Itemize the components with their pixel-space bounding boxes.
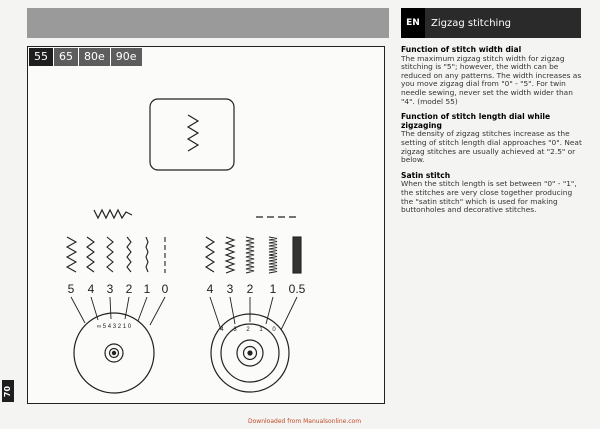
section-title: Zigzag stitching: [431, 17, 512, 29]
page-number: 70: [2, 380, 14, 402]
length-dial-scale: 4 3 2 1 0: [220, 327, 280, 333]
window-zigzag-icon: [188, 115, 198, 151]
stitch-column-icon: [146, 237, 148, 272]
section-heading: Satin stitch: [401, 170, 451, 180]
stitch-column-icon: [107, 237, 113, 272]
section-header: [401, 8, 581, 38]
satin-stitch-icon: [293, 237, 301, 273]
stitch-figure: [27, 46, 385, 404]
section-body: When the stitch length is set between "0" - "1", the stitches are very close together producing the "satin stitch" which is used for making buttonholes and decorative stitches.: [401, 179, 577, 215]
stitch-column-icon: [87, 237, 94, 272]
width-label: 0: [161, 282, 169, 296]
instructions-column: [401, 46, 586, 222]
model-tab: 90e: [115, 50, 137, 63]
section-body: The maximum zigzag stitch width for zigzag stitching is "5"; however, the width can be reduced on any patterns. The width increases as you move zigzag dial from "0" - "5". For twin needle sewing, never set the width wider than "4". (model 55): [401, 53, 582, 106]
language-code: EN: [401, 8, 425, 38]
width-label: 3: [106, 282, 114, 296]
stitch-column-icon: [67, 237, 76, 272]
length-label: 3: [226, 282, 234, 296]
stitch-column-icon: [206, 237, 214, 272]
length-label: 4: [206, 282, 214, 296]
stitch-column-icon: [127, 237, 131, 272]
header-band: [27, 8, 389, 38]
section-body: The density of zigzag stitches increase as the setting of stitch length dial approaches "0". Neat zigzag stitches are usually achieved at "2.5" or below.: [401, 129, 582, 165]
stitch-diagram: [28, 47, 384, 403]
stitch-column-icon: [226, 237, 234, 273]
length-label: 1: [269, 282, 277, 296]
width-label: 4: [87, 282, 95, 296]
download-footer: Downloaded from Manualsonline.com: [248, 418, 362, 425]
model-tab: 55: [29, 48, 54, 66]
model-tab: 65: [54, 48, 79, 66]
section-heading: Function of stitch length dial while zigzaging: [401, 112, 551, 130]
zigzag-sample-icon: [94, 210, 132, 218]
length-label: 2: [246, 282, 254, 296]
stitch-window: [150, 99, 234, 170]
width-label: 1: [143, 282, 151, 296]
width-label: 5: [67, 282, 75, 296]
section-heading: Function of stitch width dial: [401, 45, 522, 54]
stitch-column-icon: [246, 237, 254, 273]
stitch-column-icon: [269, 237, 277, 273]
width-dial-scale: ∞ 5 4 3 2 1 0: [96, 324, 132, 330]
length-label: 0.5: [288, 282, 306, 296]
width-label: 2: [125, 282, 133, 296]
model-tab: 80e: [79, 48, 111, 66]
